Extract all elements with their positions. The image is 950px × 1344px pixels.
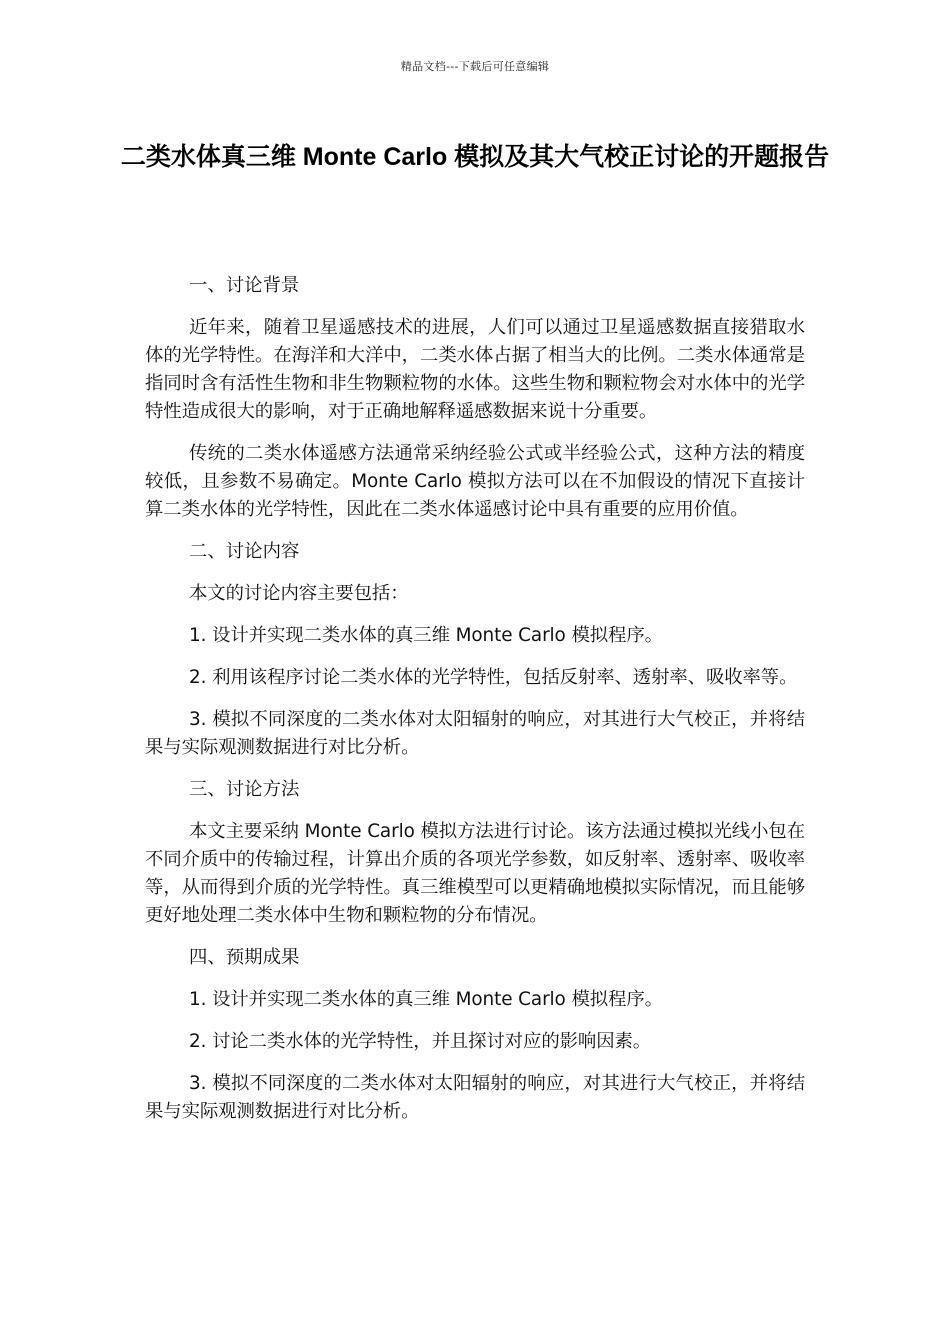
paragraph: 本文的讨论内容主要包括： (189, 583, 409, 604)
document-body (145, 272, 805, 1140)
list-item: 2. 利用该程序讨论二类水体的光学特性，包括反射率、透射率、吸收率等。 (189, 667, 798, 688)
section-heading-method: 三、讨论方法 (189, 779, 300, 800)
list-item: 1. 设计并实现二类水体的真三维 Monte Carlo 模拟程序。 (189, 625, 663, 646)
list-item: 2. 讨论二类水体的光学特性，并且探讨对应的影响因素。 (189, 1031, 652, 1052)
list-item: 3. 模拟不同深度的二类水体对太阳辐射的响应，对其进行大气校正，并将结果与实际观测数据进行对比分析。 (145, 709, 805, 758)
section-heading-background: 一、讨论背景 (189, 275, 300, 296)
section-heading-content: 二、讨论内容 (189, 541, 300, 562)
paragraph: 传统的二类水体遥感方法通常采纳经验公式或半经验公式，这种方法的精度较低，且参数不易确定。Monte Carlo 模拟方法可以在不加假设的情况下直接计算二类水体的光学特性，因此在二类水体遥感讨论中具有重要的应用价值。 (145, 443, 805, 520)
paragraph: 近年来，随着卫星遥感技术的进展，人们可以通过卫星遥感数据直接猎取水体的光学特性。在海洋和大洋中，二类水体占据了相当大的比例。二类水体通常是指同时含有活性生物和非生物颗粒物的水体。这些生物和颗粒物会对水体中的光学特性造成很大的影响，对于正确地解释遥感数据来说十分重要。 (145, 317, 805, 422)
list-item: 3. 模拟不同深度的二类水体对太阳辐射的响应，对其进行大气校正，并将结果与实际观测数据进行对比分析。 (145, 1073, 805, 1122)
header-note: 精品文档---下载后可任意编辑 (400, 60, 550, 73)
section-heading-expected-results: 四、预期成果 (189, 947, 300, 968)
paragraph: 本文主要采纳 Monte Carlo 模拟方法进行讨论。该方法通过模拟光线小包在不同介质中的传输过程，计算出介质的各项光学参数，如反射率、透射率、吸收率等，从而得到介质的光学特性。真三维模型可以更精确地模拟实际情况，而且能够更好地处理二类水体中生物和颗粒物的分布情况。 (145, 821, 805, 926)
document-title: 二类水体真三维 Monte Carlo 模拟及其大气校正讨论的开题报告 (120, 143, 830, 171)
list-item: 1. 设计并实现二类水体的真三维 Monte Carlo 模拟程序。 (189, 989, 663, 1010)
